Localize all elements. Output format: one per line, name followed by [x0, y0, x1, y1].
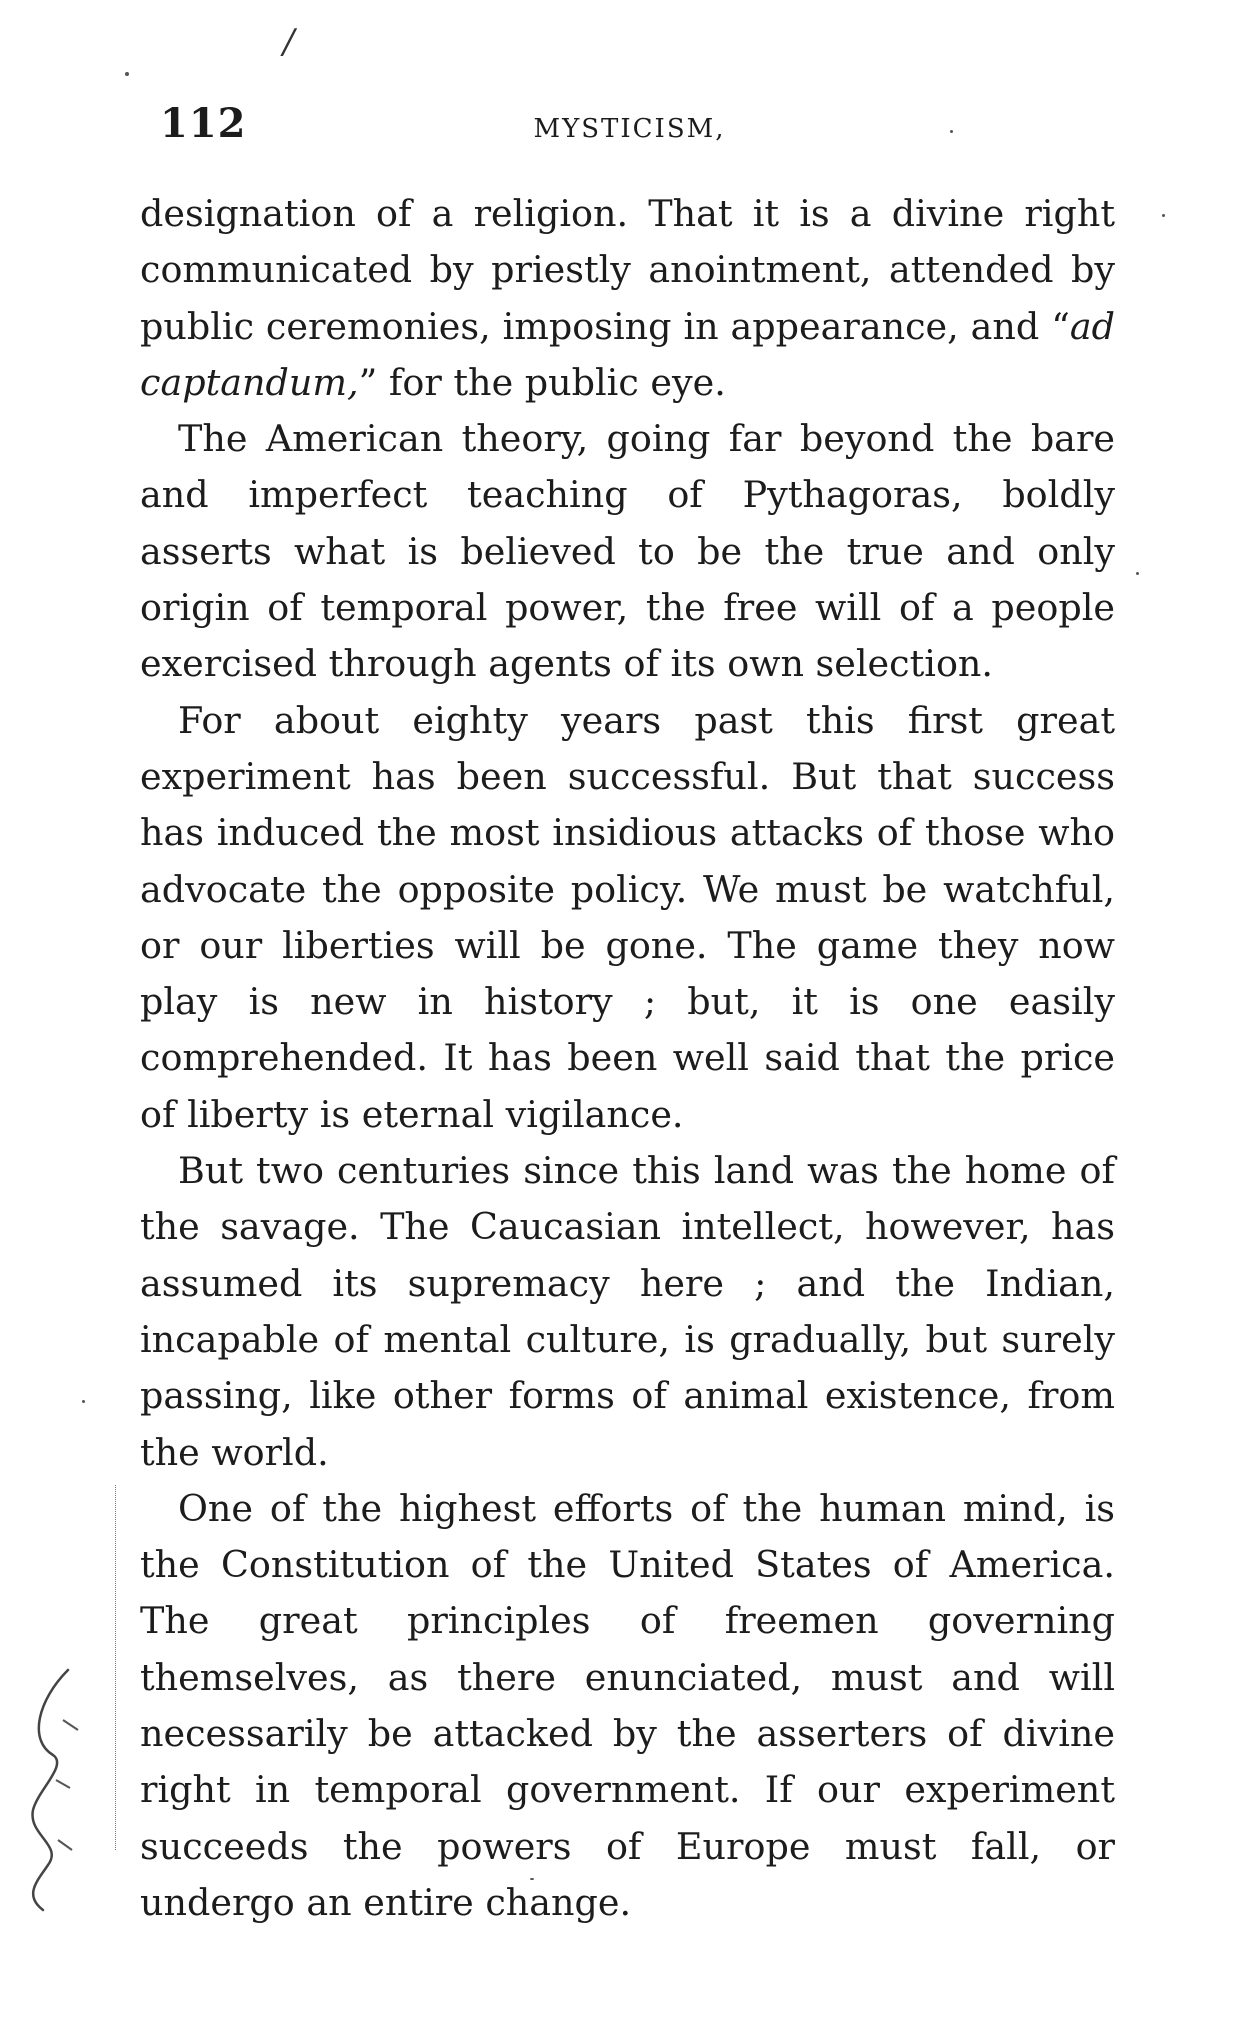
- text-run: But two centuries since this land was the home of the savage. The Caucasian intellect, however, has assumed its supremacy here ; and the Indian, incapable of mental culture, is gradually, but surely passing, like other forms of animal existence, from the world.: [140, 1149, 1115, 1474]
- margin-pencil-line: [115, 1485, 116, 1850]
- text-run: designation of a religion. That it is a divine right communicated by priestly anointment, attended by public ceremonies, imposing in appearance, and “: [140, 192, 1115, 348]
- text-run: For about eighty years past this first great experiment has been successful. But that success has induced the most insidious attacks of those who advocate the opposite policy. We must be watchful, or our liberties will be gone. The game they now play is new in history ; but, it is one easily comprehended. It has been well said that the price of liberty is eternal vigilance.: [140, 698, 1115, 1136]
- paragraph: [140, 1143, 1115, 1481]
- text-run: The American theory, going far beyond the bare and imperfect teaching of Pythagoras, boldly asserts what is believed to be the true and only origin of temporal power, the free will of a people exercised through agents of its own selection.: [140, 417, 1115, 686]
- paragraph: [140, 186, 1115, 411]
- text-run: One of the highest efforts of the human mind, is the Constitution of the United States of America. The great principles of freemen governing themselves, as there enunciated, must and will necessarily be attacked by the asserters of divine right in temporal government. If our experiment succeeds the powers of Europe must fall, or undergo an entire change.: [140, 1486, 1115, 1924]
- paper-speck: [1162, 214, 1165, 217]
- running-head: MYSTICISM,: [533, 114, 726, 144]
- paragraph: [140, 411, 1115, 692]
- paragraph: [140, 693, 1115, 1143]
- paper-speck: [125, 72, 129, 76]
- paragraph: [140, 1481, 1115, 1931]
- handwritten-margin-note-icon: [8, 1660, 88, 1920]
- paper-speck: [530, 1878, 534, 1880]
- paper-speck: [82, 1400, 85, 1403]
- paper-speck: [950, 130, 953, 133]
- paper-speck: [1136, 572, 1139, 575]
- page-number: 112: [160, 100, 247, 147]
- italic-phrase: ad captandum,: [140, 304, 1115, 404]
- text-run: ” for the public eye.: [358, 360, 726, 404]
- body-text: [140, 186, 1115, 1931]
- pencil-mark: /: [283, 22, 295, 62]
